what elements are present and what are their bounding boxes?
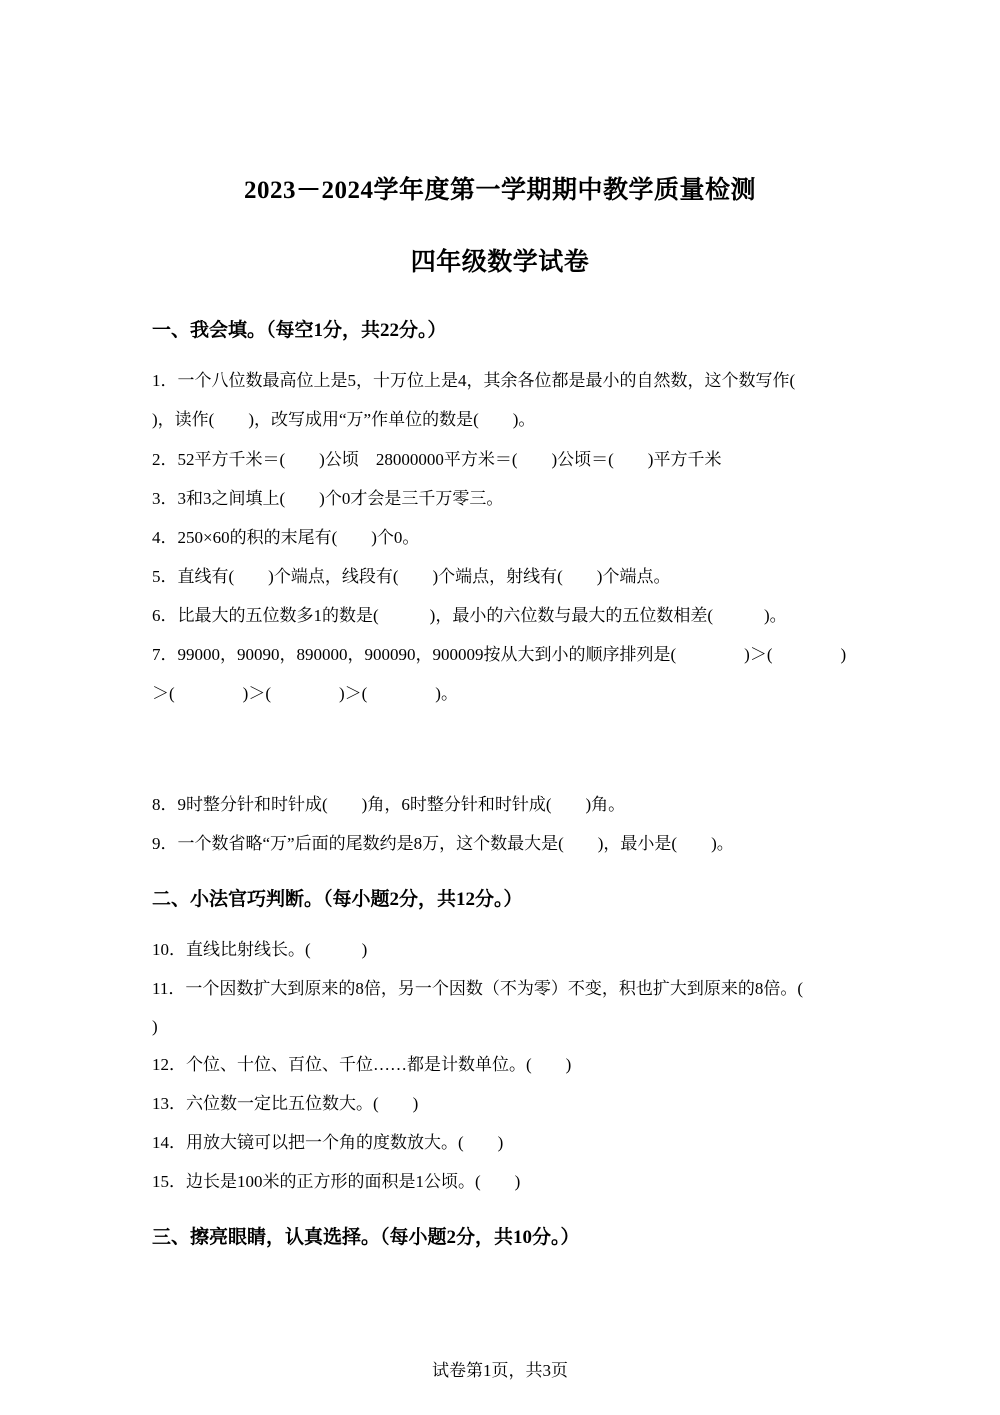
question-15: 15．边长是100米的正方形的面积是1公顷。( ) xyxy=(152,1172,521,1191)
question-11-line-1: 11．一个因数扩大到原来的8倍，另一个因数（不为零）不变，积也扩大到原来的8倍。( xyxy=(152,979,804,998)
question-6: 6．比最大的五位数多1的数是( )，最小的六位数与最大的五位数相差( )。 xyxy=(152,606,787,625)
question-7-line-2: ＞( )＞( )＞( )。 xyxy=(152,684,458,703)
question-8: 8．9时整分针和时针成( )角，6时整分针和时针成( )角。 xyxy=(152,795,626,814)
section-heading-choice: 三、擦亮眼睛，认真选择。（每小题2分，共10分。） xyxy=(152,1227,580,1248)
question-1-line-2: )，读作( )，改写成用“万”作单位的数是( )。 xyxy=(152,410,536,429)
exam-title: 2023－2024学年度第一学期期中教学质量检测 xyxy=(243,177,756,204)
question-10: 10．直线比射线长。( ) xyxy=(152,940,368,959)
question-14: 14．用放大镜可以把一个角的度数放大。( ) xyxy=(152,1133,504,1152)
question-3: 3．3和3之间填上( )个0才会是三千万零三。 xyxy=(152,489,504,508)
question-1-line-1: 1．一个八位数最高位上是5，十万位上是4，其余各位都是最小的自然数，这个数写作( xyxy=(152,371,796,390)
question-2: 2．52平方千米＝( )公顷 28000000平方米＝( )公顷＝( )平方千米 xyxy=(152,450,722,469)
section-heading-judge: 二、小法官巧判断。（每小题2分，共12分。） xyxy=(152,889,523,910)
exam-subtitle: 四年级数学试卷 xyxy=(410,249,590,276)
question-7-line-1: 7．99000，90090，890000，900090，900009按从大到小的顺序排列是( )＞( ) xyxy=(152,645,847,664)
question-5: 5．直线有( )个端点，线段有( )个端点，射线有( )个端点。 xyxy=(152,567,671,586)
question-4: 4．250×60的积的末尾有( )个0。 xyxy=(152,528,420,547)
section-heading-fill: 一、我会填。（每空1分，共22分。） xyxy=(152,320,447,341)
question-13: 13．六位数一定比五位数大。( ) xyxy=(152,1094,419,1113)
question-11-line-2: ) xyxy=(152,1017,158,1036)
question-12: 12．个位、十位、百位、千位……都是计数单位。( ) xyxy=(152,1055,572,1074)
page-footer: 试卷第1页，共3页 xyxy=(432,1361,568,1380)
question-9: 9．一个数省略“万”后面的尾数约是8万，这个数最大是( )，最小是( )。 xyxy=(152,834,734,853)
